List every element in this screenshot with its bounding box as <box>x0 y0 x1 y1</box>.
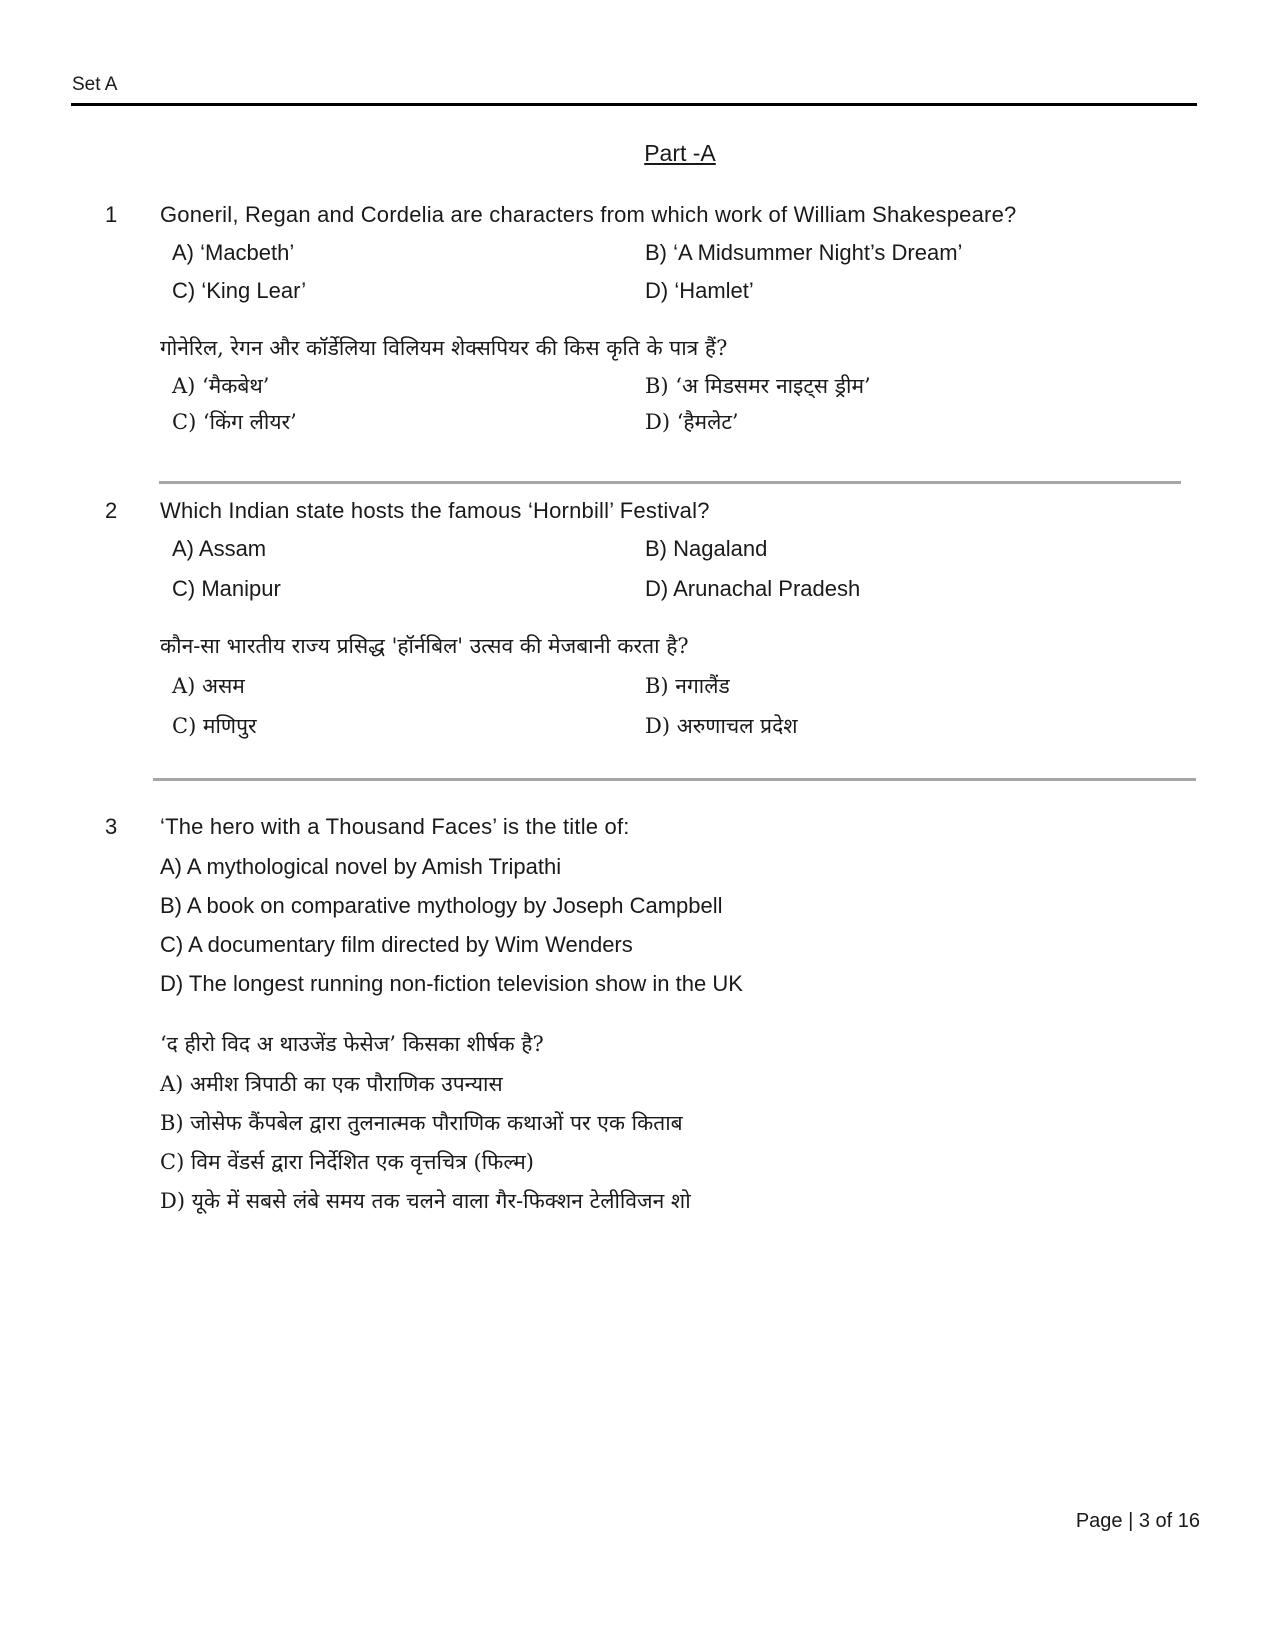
option-a-en: A) Assam <box>172 536 267 561</box>
option-b-en: B) ‘A Midsummer Night’s Dream’ <box>645 240 963 265</box>
question-text-hi: गोनेरिल, रेगन और कॉर्डेलिया विलियम शेक्सपियर की किस कृति के पात्र हैं? <box>160 336 728 360</box>
question-divider <box>153 778 1196 781</box>
option-d-en: D) Arunachal Pradesh <box>645 576 861 601</box>
option-d-en: D) The longest running non-fiction television show in the UK <box>160 971 743 996</box>
option-d-hi: D) यूके में सबसे लंबे समय तक चलने वाला गैर-फिक्शन टेलीविजन शो <box>160 1189 691 1213</box>
question-divider <box>159 481 1181 484</box>
option-b-en: B) A book on comparative mythology by Joseph Campbell <box>160 893 723 918</box>
option-a-hi: A) असम <box>172 674 245 698</box>
page-number: Page | 3 of 16 <box>1075 1510 1200 1532</box>
option-b-hi: B) ‘अ मिडसमर नाइट्स ड्रीम’ <box>645 374 871 398</box>
question-text-en: ‘The hero with a Thousand Faces’ is the title of: <box>160 814 630 839</box>
option-c-hi: C) ‘किंग लीयर’ <box>172 410 297 434</box>
header-rule <box>71 103 1197 106</box>
option-a-en: A) A mythological novel by Amish Tripathi <box>160 854 562 879</box>
option-c-en: C) ‘King Lear’ <box>172 278 307 303</box>
option-b-hi: B) नगालैंड <box>645 674 730 698</box>
option-d-hi: D) अरुणाचल प्रदेश <box>645 714 798 738</box>
option-d-en: D) ‘Hamlet’ <box>645 278 754 303</box>
option-a-en: A) ‘Macbeth’ <box>172 240 295 265</box>
option-a-hi: A) ‘मैकबेथ’ <box>172 374 270 398</box>
question-number: 1 <box>105 202 118 227</box>
option-c-en: C) A documentary film directed by Wim Wenders <box>160 932 633 957</box>
option-d-hi: D) ‘हैमलेट’ <box>645 410 739 434</box>
option-c-hi: C) विम वेंडर्स द्वारा निर्देशित एक वृत्तचित्र (फिल्म) <box>160 1150 534 1174</box>
option-c-hi: C) मणिपुर <box>172 714 257 738</box>
question-text-hi: कौन-सा भारतीय राज्य प्रसिद्ध 'हॉर्नबिल' उत्सव की मेजबानी करता है? <box>160 634 689 658</box>
option-a-hi: A) अमीश त्रिपाठी का एक पौराणिक उपन्यास <box>160 1072 503 1096</box>
option-b-hi: B) जोसेफ कैंपबेल द्वारा तुलनात्मक पौराणिक कथाओं पर एक किताब <box>160 1111 683 1135</box>
question-text-hi: ‘द हीरो विद अ थाउजेंड फेसेज’ किसका शीर्षक है? <box>160 1032 544 1056</box>
question-number: 2 <box>105 498 118 523</box>
question-number: 3 <box>105 814 118 839</box>
header-set-label: Set A <box>72 74 118 95</box>
question-text-en: Which Indian state hosts the famous ‘Hornbill’ Festival? <box>160 498 710 523</box>
question-text-en: Goneril, Regan and Cordelia are characters from which work of William Shakespeare? <box>160 202 1017 227</box>
part-title: Part -A <box>644 140 716 166</box>
option-b-en: B) Nagaland <box>645 536 768 561</box>
option-c-en: C) Manipur <box>172 576 281 601</box>
